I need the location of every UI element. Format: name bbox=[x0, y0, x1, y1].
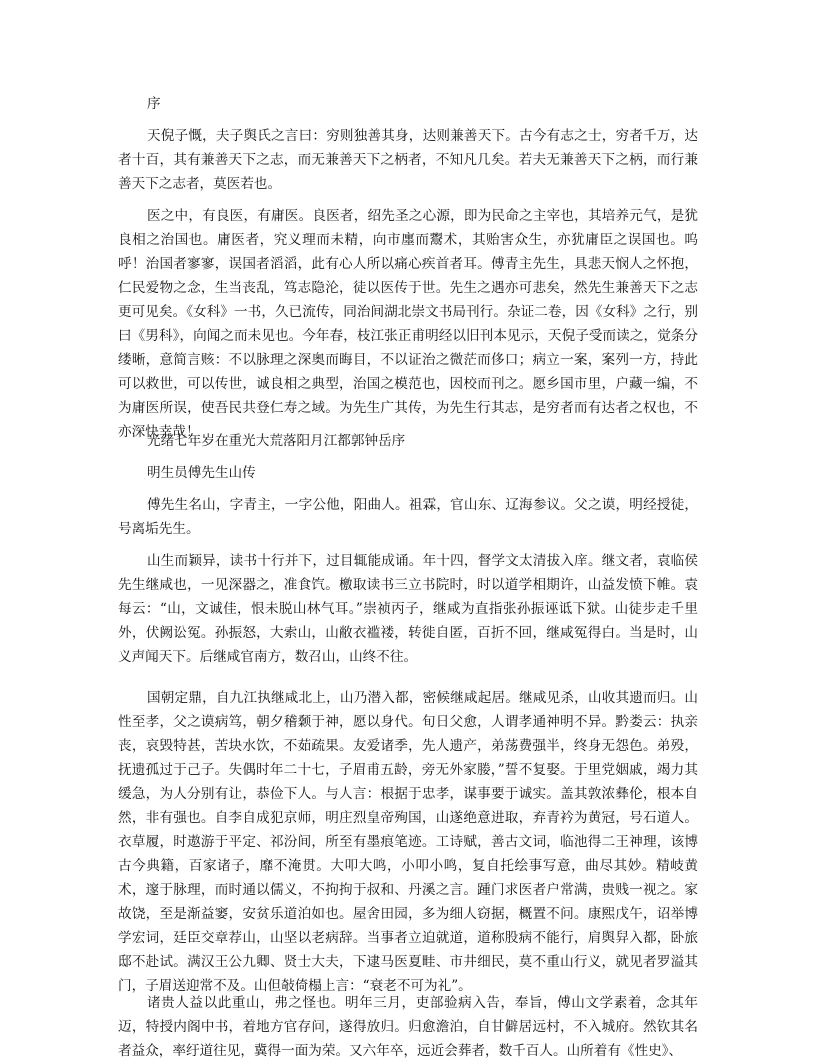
biography-paragraph-2: 山生而颖异，读书十行并下，过目辄能成诵。年十四，督学文太清拔入庠。继文者，袁临侯先生继咸也，一见深器之，准食饩。檄取读书三立书院时，时以道学相期许，山益发愤下帷。袁每云：“山，文诚佳，恨未脱山林气耳。”崇祯丙子，继咸为直指张孙振诬诋下狱。山徒步走千里外，伏阙讼冤。孙振怒，大索山，山敝衣褴褛，转徙自匿，百折不回，继咸冤得白。当是时，山义声闻天下。后继咸官南方，数召山，山终不往。 bbox=[118, 553, 698, 665]
biography-paragraph-4: 诸贵人益以此重山，弗之怪也。明年三月，吏部验病入告，奉旨，傅山文学素着，念其年迈，特授内阁中书，着地方官存问，遂得放归。归愈澹泊，自甘僻居远村，不入城府。然钦其名者益众，率纡道往见，冀得一面为荣。又六年卒，远近会葬者，数千百人。山所着有《性史》、 bbox=[118, 995, 698, 1059]
preface-paragraph-1: 天倪子慨，夫子舆氏之言曰：穷则独善其身，达则兼善天下。古今有志之士，穷者千万，达者十百，其有兼善天下之志，而无兼善天下之柄者，不知凡几矣。若夫无兼善天下之柄，而行兼善天下之志者，莫医若也。 bbox=[118, 128, 698, 192]
preface-paragraph-2: 医之中，有良医，有庸医。良医者，绍先圣之心源，即为民命之主宰也，其培养元气，是犹良相之治国也。庸医者，究义理而未精，向市廛而鬻术，其贻害众生，亦犹庸臣之误国也。呜呼！治国者寥寥，误国者滔滔，此有心人所以痛心疾首者耳。傅青主先生，具悲天悯人之怀抱，仁民爱物之念，生当丧乱，笃志隐沦，徒以医传于世。先生之遇亦可悲矣，然先生兼善天下之志更可见矣。《女科》一书，久已流传，同治间湖北崇文书局刊行。杂证二卷，因《女科》之行，别曰《男科》，向闻之而未见也。今年春，枝江张正甫明经以旧刊本见示，天倪子受而读之，觉条分缕晰，意简言赅：不以脉理之深奥而晦目，不以证治之微茫而侈口；病立一案，案列一方，持此可以救世，可以传世，诚良相之典型，治国之模范也，因校而刊之。愿乡国市里，户藏一编，不为庸医所误，使吾民共登仁寿之域。为先生广其传，为先生行其志，是穷者而有达者之权也，不亦深快幸哉！ bbox=[118, 208, 698, 440]
biography-title: 明生员傅先生山传 bbox=[147, 465, 256, 481]
preface-title: 序 bbox=[147, 96, 161, 112]
preface-signature: 光绪七年岁在重光大荒落阳月江都郭钟岳序 bbox=[147, 433, 406, 449]
biography-paragraph-3: 国朝定鼎，自九江执继咸北上，山乃潜入都，密候继咸起居。继咸见杀，山收其遗而归。山性至孝，父之谟病笃，朝夕稽颡于神，愿以身代。旬日父愈，人谓孝通神明不异。黔娄云：执亲丧，哀毁特甚，苦块水饮，不茹疏果。友爱诸季，先人遗产，弟荡费强半，终身无怨色。弟殁，抚遗孤过于己子。失偶时年二十七，子眉甫五龄，旁无外家媵，”誓不复娶。于里党姻戚，竭力其缓急，为人分别有让，恭俭下人。与人言：根据于忠孝，谋事要于诚实。盖其敦浓彝伦，根本自然，非有强也。自李自成犯京师，明庄烈皇帝殉国，山遂绝意进取，弃青衿为黄冠，号石道人。衣草履，时遨游于平定、祁汾间，所至有墨痕笔迹。工诗赋，善古文词，临池得二王神理，该博古今典籍，百家诸子，靡不淹贯。大叩大鸣，小叩小鸣，复自托绘事写意，曲尽其妙。精岐黄术，邃于脉理，而时通以儒义，不拘拘于叔和、丹溪之言。踵门求医者户常满，贵贱一视之。家故饶，至是渐益窭，安贫乐道泊如也。屋舍田园，多为细人窃据，概置不问。康熙戊午，诏举博学宏词，廷臣交章荐山，山坚以老病辞。当事者立迫就道，道称股病不能行，肩舆舁入都，卧旅邸不赴试。满汉王公九卿、贤士大夫，下逮马医夏畦、市井细民，莫不重山行义，就见者罗溢其门，子眉送迎常不及。山但敧倚榻上言：“衰老不可为礼”。 bbox=[118, 690, 698, 994]
biography-paragraph-1: 傅先生名山，字青主，一字公他，阳曲人。祖霖，官山东、辽海参议。父之谟，明经授徒，号离垢先生。 bbox=[118, 497, 698, 537]
